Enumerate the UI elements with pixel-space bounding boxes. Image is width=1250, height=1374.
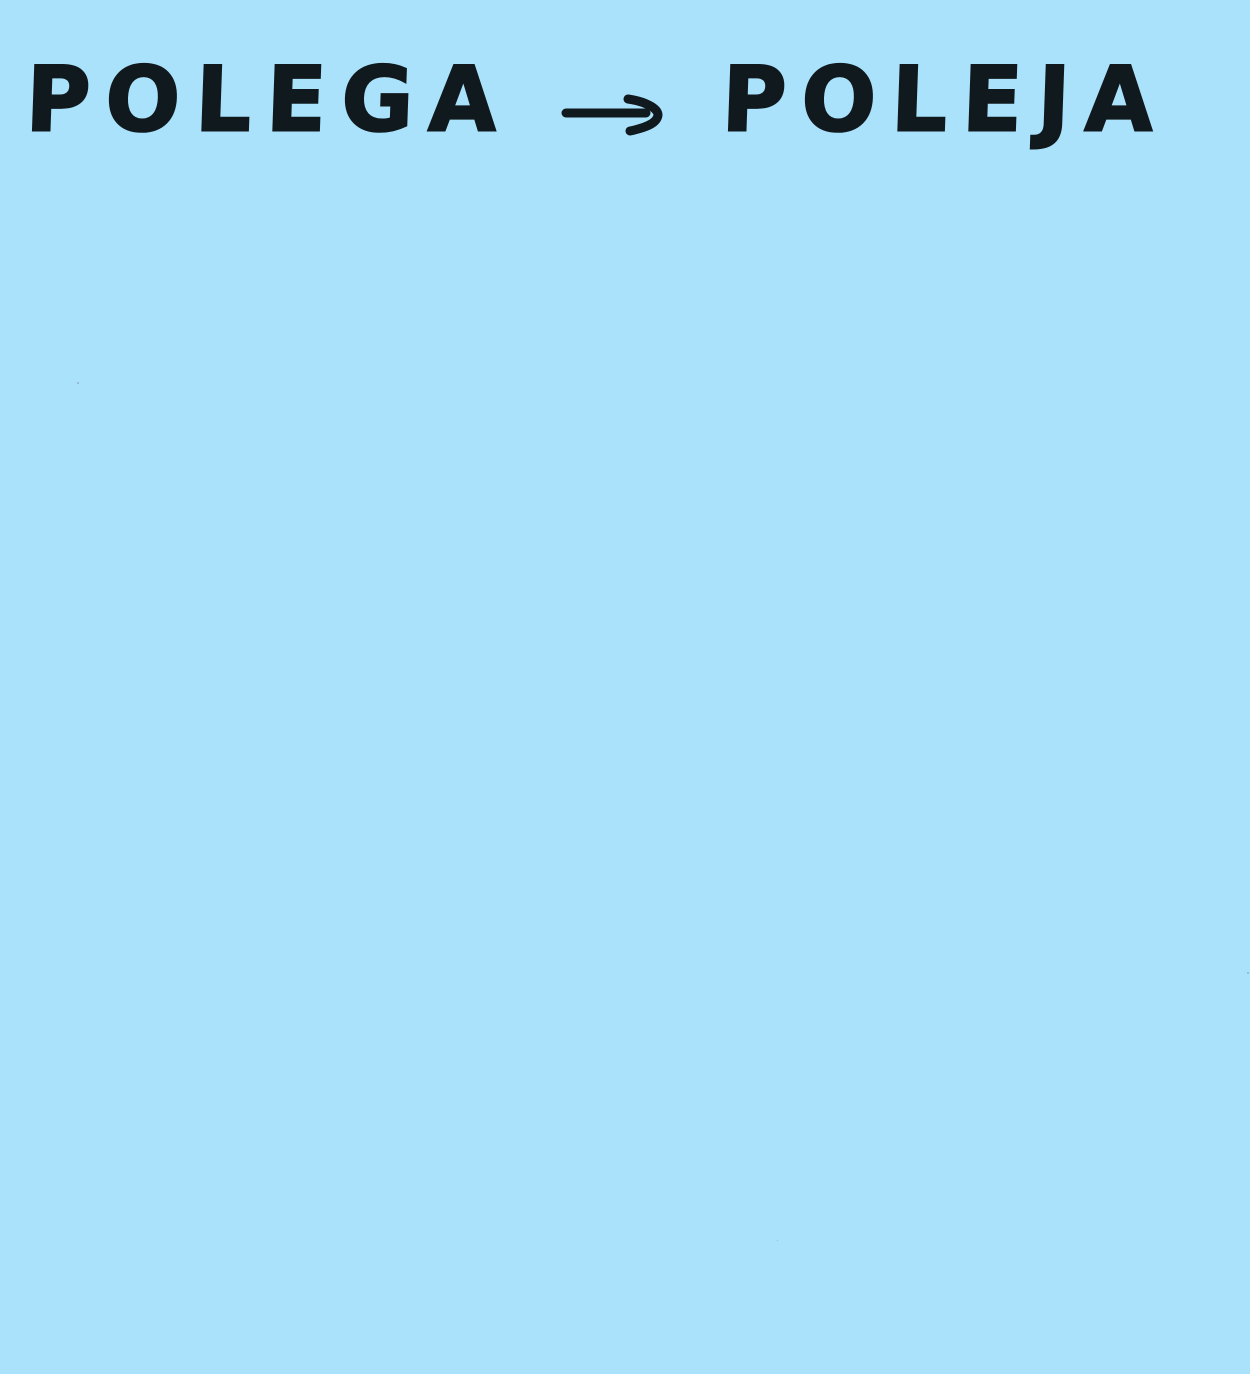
corrected-word: POLEJA (720, 46, 1171, 153)
paper-speck (777, 1240, 778, 1241)
right-arrow-icon (562, 91, 664, 135)
original-word: POLEGA (24, 46, 514, 153)
paper-speck (77, 382, 79, 384)
paper-speck (1247, 972, 1249, 974)
